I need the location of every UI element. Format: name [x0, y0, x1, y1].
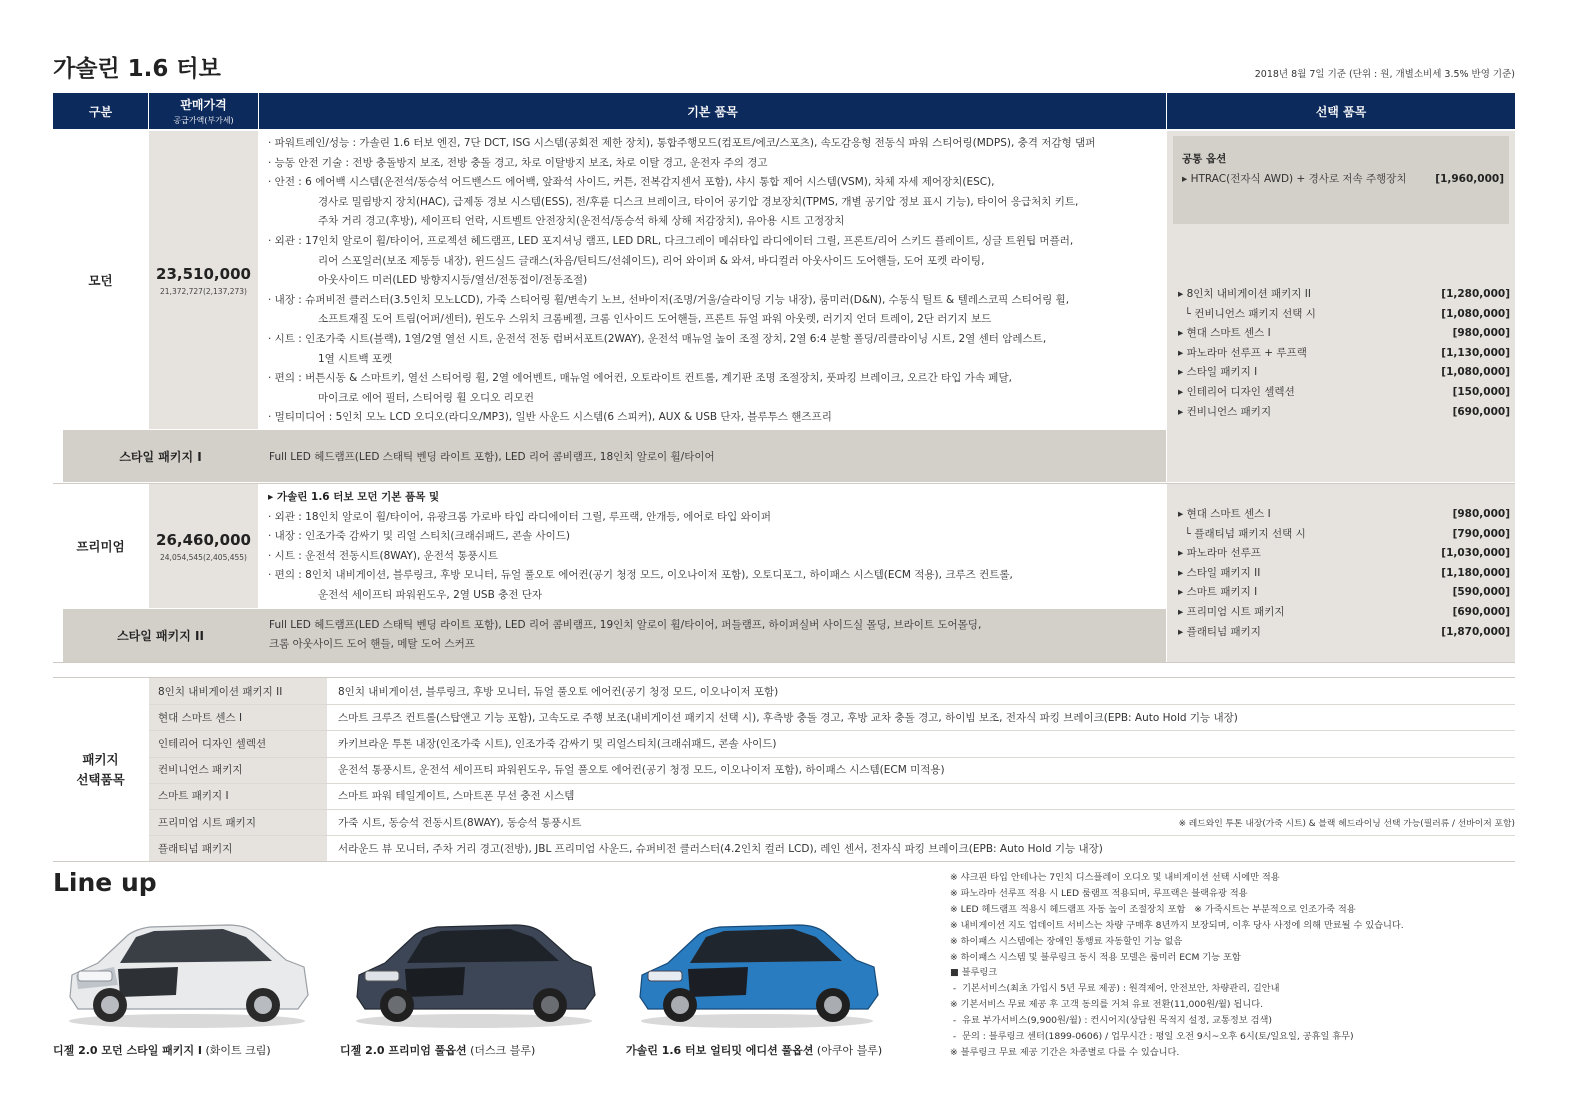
option-row: [1178, 603, 1510, 623]
car-image-blue-gray: [345, 903, 603, 1030]
divider: [53, 861, 1515, 862]
option-row: [1178, 525, 1510, 545]
option-price: [690,000]: [1452, 405, 1510, 418]
option-row: [1178, 344, 1510, 364]
lineup-title: Line up: [53, 868, 157, 897]
feature-line: 주차 거리 경고(후방), 세이프티 언락, 시트벨트 안전장치(운전석/동승석 하체 상해 저감장치), 유아용 시트 고정장치: [318, 215, 845, 228]
divider: [149, 704, 1515, 705]
feature-line: ▸ 가솔린 1.6 터보 모던 기본 품목 및: [268, 491, 440, 503]
package-label-line: 패키지: [82, 751, 119, 767]
option-price: [150,000]: [1452, 385, 1510, 398]
style-package-2-desc: [269, 616, 981, 654]
package-row-desc: 가죽 시트, 동승석 전동시트(8WAY), 동승석 통풍시트: [338, 816, 582, 829]
option-row: [1178, 505, 1510, 525]
footnote-line: ※ 기본서비스 무료 제공 후 고객 동의를 거쳐 유료 전환(11,000원/월) 됩니다.: [950, 999, 1263, 1011]
price-modern: [149, 131, 258, 429]
car-caption-color: (화이트 크림): [202, 1044, 271, 1057]
feature-line: · 편의 : 8인치 내비게이션, 블루링크, 후방 모니터, 듀얼 풀오토 에어컨(공기 청정 모드, 이오나이저 포함), 오토디포그, 하이패스 시스템(ECM 적용), 크루즈 컨트롤,: [268, 569, 1013, 582]
package-row-name: 프리미엄 시트 패키지: [158, 816, 256, 829]
option-row: [1178, 285, 1510, 305]
footnote-line: ■ 블루링크: [950, 967, 998, 979]
feature-line: · 능동 안전 기술 : 전방 충돌방지 보조, 전방 충돌 경고, 차로 이탈방지 보조, 차로 이탈 경고, 운전자 주의 경고: [268, 156, 768, 169]
common-option-title: 공통 옵션: [1182, 153, 1227, 165]
option-name: ▸ 인테리어 디자인 셀렉션: [1178, 385, 1295, 398]
car-caption-3: [626, 1042, 882, 1058]
feature-line: 마이크로 에어 필터, 스티어링 휠 오디오 리모컨: [318, 391, 535, 404]
header-option-items: 선택 품목: [1167, 93, 1515, 129]
option-row: [1178, 623, 1510, 643]
option-name: ▸ 현대 스마트 센스 I: [1178, 327, 1271, 340]
style-package-1-desc: Full LED 헤드램프(LED 스태틱 벤딩 라이트 포함), LED 리어 콤비램프, 18인치 알로이 휠/타이어: [269, 450, 715, 463]
style-package-2-line: Full LED 헤드램프(LED 스태틱 벤딩 라이트 포함), LED 리어 콤비램프, 19인치 알로이 휠/타이어, 퍼들램프, 하이퍼실버 사이드실 몰딩, 브라이트 도어몰딩,: [269, 619, 982, 631]
options-modern: [1178, 285, 1510, 422]
feature-line: · 안전 : 6 에어백 시스템(운전석/동승석 어드밴스드 에어백, 앞좌석 사이드, 커튼, 전복감지센서 포함), 샤시 통합 제어 시스템(VSM), 차체 자세 제어장치(ESC),: [268, 176, 995, 189]
footnote-line: ※ LED 헤드램프 적용시 헤드램프 자동 높이 조절장치 포함 ※ 가죽시트는 부분적으로 인조가죽 적용: [950, 903, 1356, 915]
option-price: [1,280,000]: [1441, 288, 1510, 300]
footnote-line: ※ 하이패스 시스템에는 장애인 통행료 자동할인 기능 없음: [950, 935, 1183, 947]
feature-line: · 편의 : 버튼시동 & 스마트키, 열선 스티어링 휠, 2열 에어벤트, 매뉴얼 에어컨, 오토라이트 컨트롤, 계기판 조명 조절장치, 풋파킹 브레이크, 오르간 타입 가속 페달,: [268, 372, 1012, 385]
package-row-name: 플래티넘 패키지: [158, 842, 233, 855]
option-price: [1,870,000]: [1441, 625, 1510, 638]
option-price: [690,000]: [1452, 605, 1510, 618]
option-row: [1178, 564, 1510, 584]
option-name: └ 컨비니언스 패키지 선택 시: [1178, 307, 1316, 320]
feature-line: · 외관 : 18인치 알로이 휠/타이어, 유광크롬 가로바 타입 라디에이터 그릴, 루프랙, 안개등, 에어로 타입 와이퍼: [268, 510, 772, 523]
car-caption-2: [340, 1042, 535, 1058]
car-caption-bold: 가솔린 1.6 터보 얼티밋 에디션 풀옵션: [626, 1044, 814, 1057]
package-row-name: 인테리어 디자인 셀렉션: [158, 737, 267, 750]
option-price: [790,000]: [1452, 527, 1510, 540]
style-package-2-name: 스타일 패키지 II: [117, 629, 204, 643]
option-name: ▸ 8인치 내비게이션 패키지 II: [1178, 288, 1311, 300]
page-title: 가솔린 1.6 터보: [53, 56, 221, 82]
header-price: 판매가격 공급가액(부가세): [149, 93, 258, 129]
divider: [149, 809, 1515, 810]
footnote-line: ※ 하이패스 시스템 및 블루링크 동시 적용 모델은 룸미러 ECM 기능 포함: [950, 951, 1241, 963]
car-caption-color: (아쿠아 블루): [813, 1044, 883, 1057]
option-name: ▸ 프리미엄 시트 패키지: [1178, 605, 1285, 618]
package-row-name: 컨비니언스 패키지: [158, 764, 243, 777]
style-package-2-line: 크롬 아웃사이드 도어 핸들, 메탈 도어 스커프: [269, 638, 475, 650]
style-package-1-name: 스타일 패키지 I: [119, 449, 202, 464]
footnote-line: ※ 샤크핀 타입 안테나는 7인치 디스플레이 오디오 및 내비게이션 선택 시에만 적용: [950, 872, 1280, 883]
option-name: ▸ 컨비니언스 패키지: [1178, 405, 1272, 418]
divider: [149, 835, 1515, 836]
feature-line: 소프트재질 도어 트림(어퍼/센터), 윈도우 스위치 크롬베젤, 크롬 인사이드 도어핸들, 프론트 듀얼 파워 아웃렛, 러기지 언더 트레이, 2단 러기지 보드: [318, 313, 992, 326]
package-label-line: 선택품목: [76, 771, 125, 787]
car-caption-1: [53, 1042, 271, 1058]
price-premium-sub: 24,054,545(2,405,455): [160, 552, 247, 562]
package-row-note: ※ 레드와인 투톤 내장(가죽 시트) & 블랙 헤드라이닝 선택 가능(필러류 / 선바이저 포함): [1178, 818, 1515, 829]
date-note: 2018년 8월 7일 기준 (단위 : 원, 개별소비세 3.5% 반영 기준): [1254, 69, 1515, 80]
option-name: ▸ 플래티넘 패키지: [1178, 625, 1261, 638]
option-name: ▸ 파노라마 선루프: [1178, 547, 1261, 560]
car-image-white: [58, 905, 316, 1030]
footnote-line: ※ 내비게이션 지도 업데이트 서비스는 차량 구매후 8년까지 보장되며, 이후 당사 사정에 의해 만료될 수 있습니다.: [950, 919, 1404, 931]
package-row-desc: 운전석 통풍시트, 운전석 세이프티 파워윈도우, 듀얼 풀오토 에어컨(공기 청정 모드, 이오나이저 포함), 하이패스 시스템(ECM 미적용): [338, 764, 945, 777]
header-basic-items: 기본 품목: [259, 93, 1166, 129]
option-name: ▸ 파노라마 선루프 + 루프랙: [1178, 346, 1307, 359]
price-premium-value: 26,460,000: [156, 530, 251, 549]
package-row-name: 8인치 내비게이션 패키지 II: [158, 685, 283, 698]
price-premium: [149, 484, 258, 608]
option-name: ▸ 스마트 패키지 I: [1178, 586, 1258, 599]
feature-line: 리어 스포일러(보조 제동등 내장), 윈드실드 글래스(차음/틴티드/선쉐이드), 리어 와이퍼 & 와셔, 바디컬러 아웃사이드 도어핸들, 도어 포켓 라이팅,: [318, 254, 985, 267]
footnote-line: - 유료 부가서비스(9,900원/월) : 컨시어지(상담원 목적지 설정, 교통정보 검색): [950, 1015, 1272, 1027]
divider: [149, 730, 1515, 731]
option-row: [1178, 403, 1510, 423]
car-caption-bold: 디젤 2.0 프리미엄 풀옵션: [340, 1044, 467, 1057]
option-price: [1,180,000]: [1441, 566, 1510, 579]
options-premium: [1178, 505, 1510, 642]
features-modern: [268, 134, 1095, 428]
option-price: [1,080,000]: [1441, 307, 1510, 320]
feature-line: · 내장 : 인조가죽 감싸기 및 리얼 스티치(크래쉬패드, 콘솔 사이드): [268, 530, 571, 543]
option-price: [980,000]: [1452, 327, 1510, 340]
footnote-line: ※ 블루링크 무료 제공 기간은 차종별로 다를 수 있습니다.: [950, 1046, 1180, 1058]
package-row-desc: 스마트 파워 테일게이트, 스마트폰 무선 충전 시스템: [338, 790, 575, 803]
package-row-desc: 카키브라운 투톤 내장(인조가죽 시트), 인조가죽 감싸기 및 리얼스티치(크래쉬패드, 콘솔 사이드): [338, 737, 777, 750]
option-name: ▸ 스타일 패키지 II: [1178, 566, 1261, 579]
trim-name-premium: 프리미엄: [76, 539, 125, 554]
feature-line: 아웃사이드 미러(LED 방향지시등/열선/전동접이/전동조절): [318, 274, 588, 287]
divider: [149, 783, 1515, 784]
feature-line: 경사로 밀림방지 장치(HAC), 급제동 경보 시스템(ESS), 전/후륜 디스크 브레이크, 타이어 공기압 경보장치(TPMS, 개별 공기압 정보 표시 기능), 타이어 응급처치 키트,: [318, 195, 1079, 208]
common-option: [1182, 150, 1504, 189]
option-price: [1,130,000]: [1441, 346, 1510, 359]
option-name: └ 플래티넘 패키지 선택 시: [1178, 527, 1306, 540]
price-modern-sub: 21,372,727(2,137,273): [160, 286, 247, 296]
option-row: [1178, 305, 1510, 325]
feature-line: · 시트 : 운전석 전동시트(8WAY), 운전석 통풍시트: [268, 549, 498, 562]
option-row: [1178, 583, 1510, 603]
feature-line: · 시트 : 인조가죽 시트(블랙), 1열/2열 열선 시트, 운전석 전동 럼버서포트(2WAY), 운전석 매뉴얼 높이 조절 장치, 2열 6:4 분할 폴딩/리클라이닝 시트, 2열 센터 암레스트,: [268, 332, 1047, 345]
feature-line: 1열 시트백 포켓: [318, 352, 393, 365]
header-category: 구분: [53, 93, 148, 129]
feature-line: 운전석 세이프티 파워윈도우, 2열 USB 충전 단자: [318, 588, 543, 601]
package-row-name: 현대 스마트 센스 I: [158, 711, 243, 724]
option-row: [1178, 324, 1510, 344]
feature-line: · 외관 : 17인치 알로이 휠/타이어, 프로젝션 헤드램프, LED 포지셔닝 램프, LED DRL, 다크그레이 메쉬타입 라디에이터 그릴, 프론트/리어 스키드 플레이트, 싱글 트윈팁 머플러,: [268, 234, 1074, 247]
footnote-line: ※ 파노라마 선루프 적용 시 LED 룸램프 적용되며, 루프랙은 블랙유광 적용: [950, 887, 1248, 899]
option-price: [1,030,000]: [1441, 547, 1510, 560]
option-price: [590,000]: [1452, 586, 1510, 599]
trim-name-modern: 모던: [88, 273, 113, 288]
package-row-name: 스마트 패키지 I: [158, 790, 229, 803]
footnote-line: - 기본서비스(최초 가입시 5년 무료 제공) : 원격제어, 안전보안, 차량관리, 길안내: [950, 983, 1280, 995]
option-price: [1,080,000]: [1441, 366, 1510, 379]
car-image-aqua-blue: [630, 905, 885, 1030]
option-name: ▸ 스타일 패키지 I: [1178, 366, 1258, 379]
footnote-line: - 문의 : 블루링크 센터(1899-0606) / 업무시간 : 평일 오전 9시~오후 6시(토/일요일, 공휴일 휴무): [950, 1031, 1354, 1043]
option-name: ▸ 현대 스마트 센스 I: [1178, 508, 1271, 520]
option-price: [980,000]: [1452, 508, 1510, 520]
feature-line: · 멀티미디어 : 5인치 모노 LCD 오디오(라디오/MP3), 일반 사운드 시스템(6 스피커), AUX & USB 단자, 블루투스 핸즈프리: [268, 411, 832, 424]
feature-line: · 내장 : 슈퍼비전 클러스터(3.5인치 모노LCD), 가죽 스티어링 휠/변속기 노브, 선바이저(조명/거울/슬라이딩 기능 내장), 룸미러(D&N), 수동식 틸트 & 텔레스코픽 스티어링 휠,: [268, 293, 1070, 306]
option-row: [1178, 544, 1510, 564]
package-section-label: [53, 678, 148, 861]
car-caption-bold: 디젤 2.0 모던 스타일 패키지 I: [53, 1044, 202, 1057]
package-row-desc: 스마트 크루즈 컨트롤(스탑앤고 기능 포함), 고속도로 주행 보조(내비게이션 패키지 선택 시), 후측방 충돌 경고, 후방 교차 충돌 경고, 하이빔 보조, 전자식 파킹 브레이크(EPB: Auto Hold 기능 내장): [338, 711, 1238, 724]
footnotes: [950, 870, 1404, 1061]
feature-line: · 파워트레인/성능 : 가솔린 1.6 터보 엔진, 7단 DCT, ISG 시스템(공회전 제한 장치), 통합주행모드(컴포트/에코/스포츠), 속도감응형 전동식 파워 스티어링(MDPS), 충격 저감형 댐퍼: [268, 137, 1096, 149]
divider: [149, 757, 1515, 758]
car-caption-color: (더스크 블루): [466, 1044, 536, 1057]
option-row: [1178, 383, 1510, 403]
package-row-desc: 8인치 내비게이션, 블루링크, 후방 모니터, 듀얼 풀오토 에어컨(공기 청정 모드, 이오나이저 포함): [338, 685, 779, 698]
price-modern-value: 23,510,000: [156, 264, 251, 283]
common-option-name: ▸ HTRAC(전자식 AWD) + 경사로 저속 주행장치: [1182, 172, 1407, 185]
divider: [53, 662, 1515, 663]
option-row: [1178, 363, 1510, 383]
common-option-price: [1,960,000]: [1435, 172, 1504, 185]
features-premium: [268, 488, 1013, 606]
package-row-desc: 서라운드 뷰 모니터, 주차 거리 경고(전방), JBL 프리미엄 사운드, 슈퍼비전 클러스터(4.2인치 컬러 LCD), 레인 센서, 전자식 파킹 브레이크(EPB: Auto Hold 기능 내장): [338, 842, 1103, 855]
